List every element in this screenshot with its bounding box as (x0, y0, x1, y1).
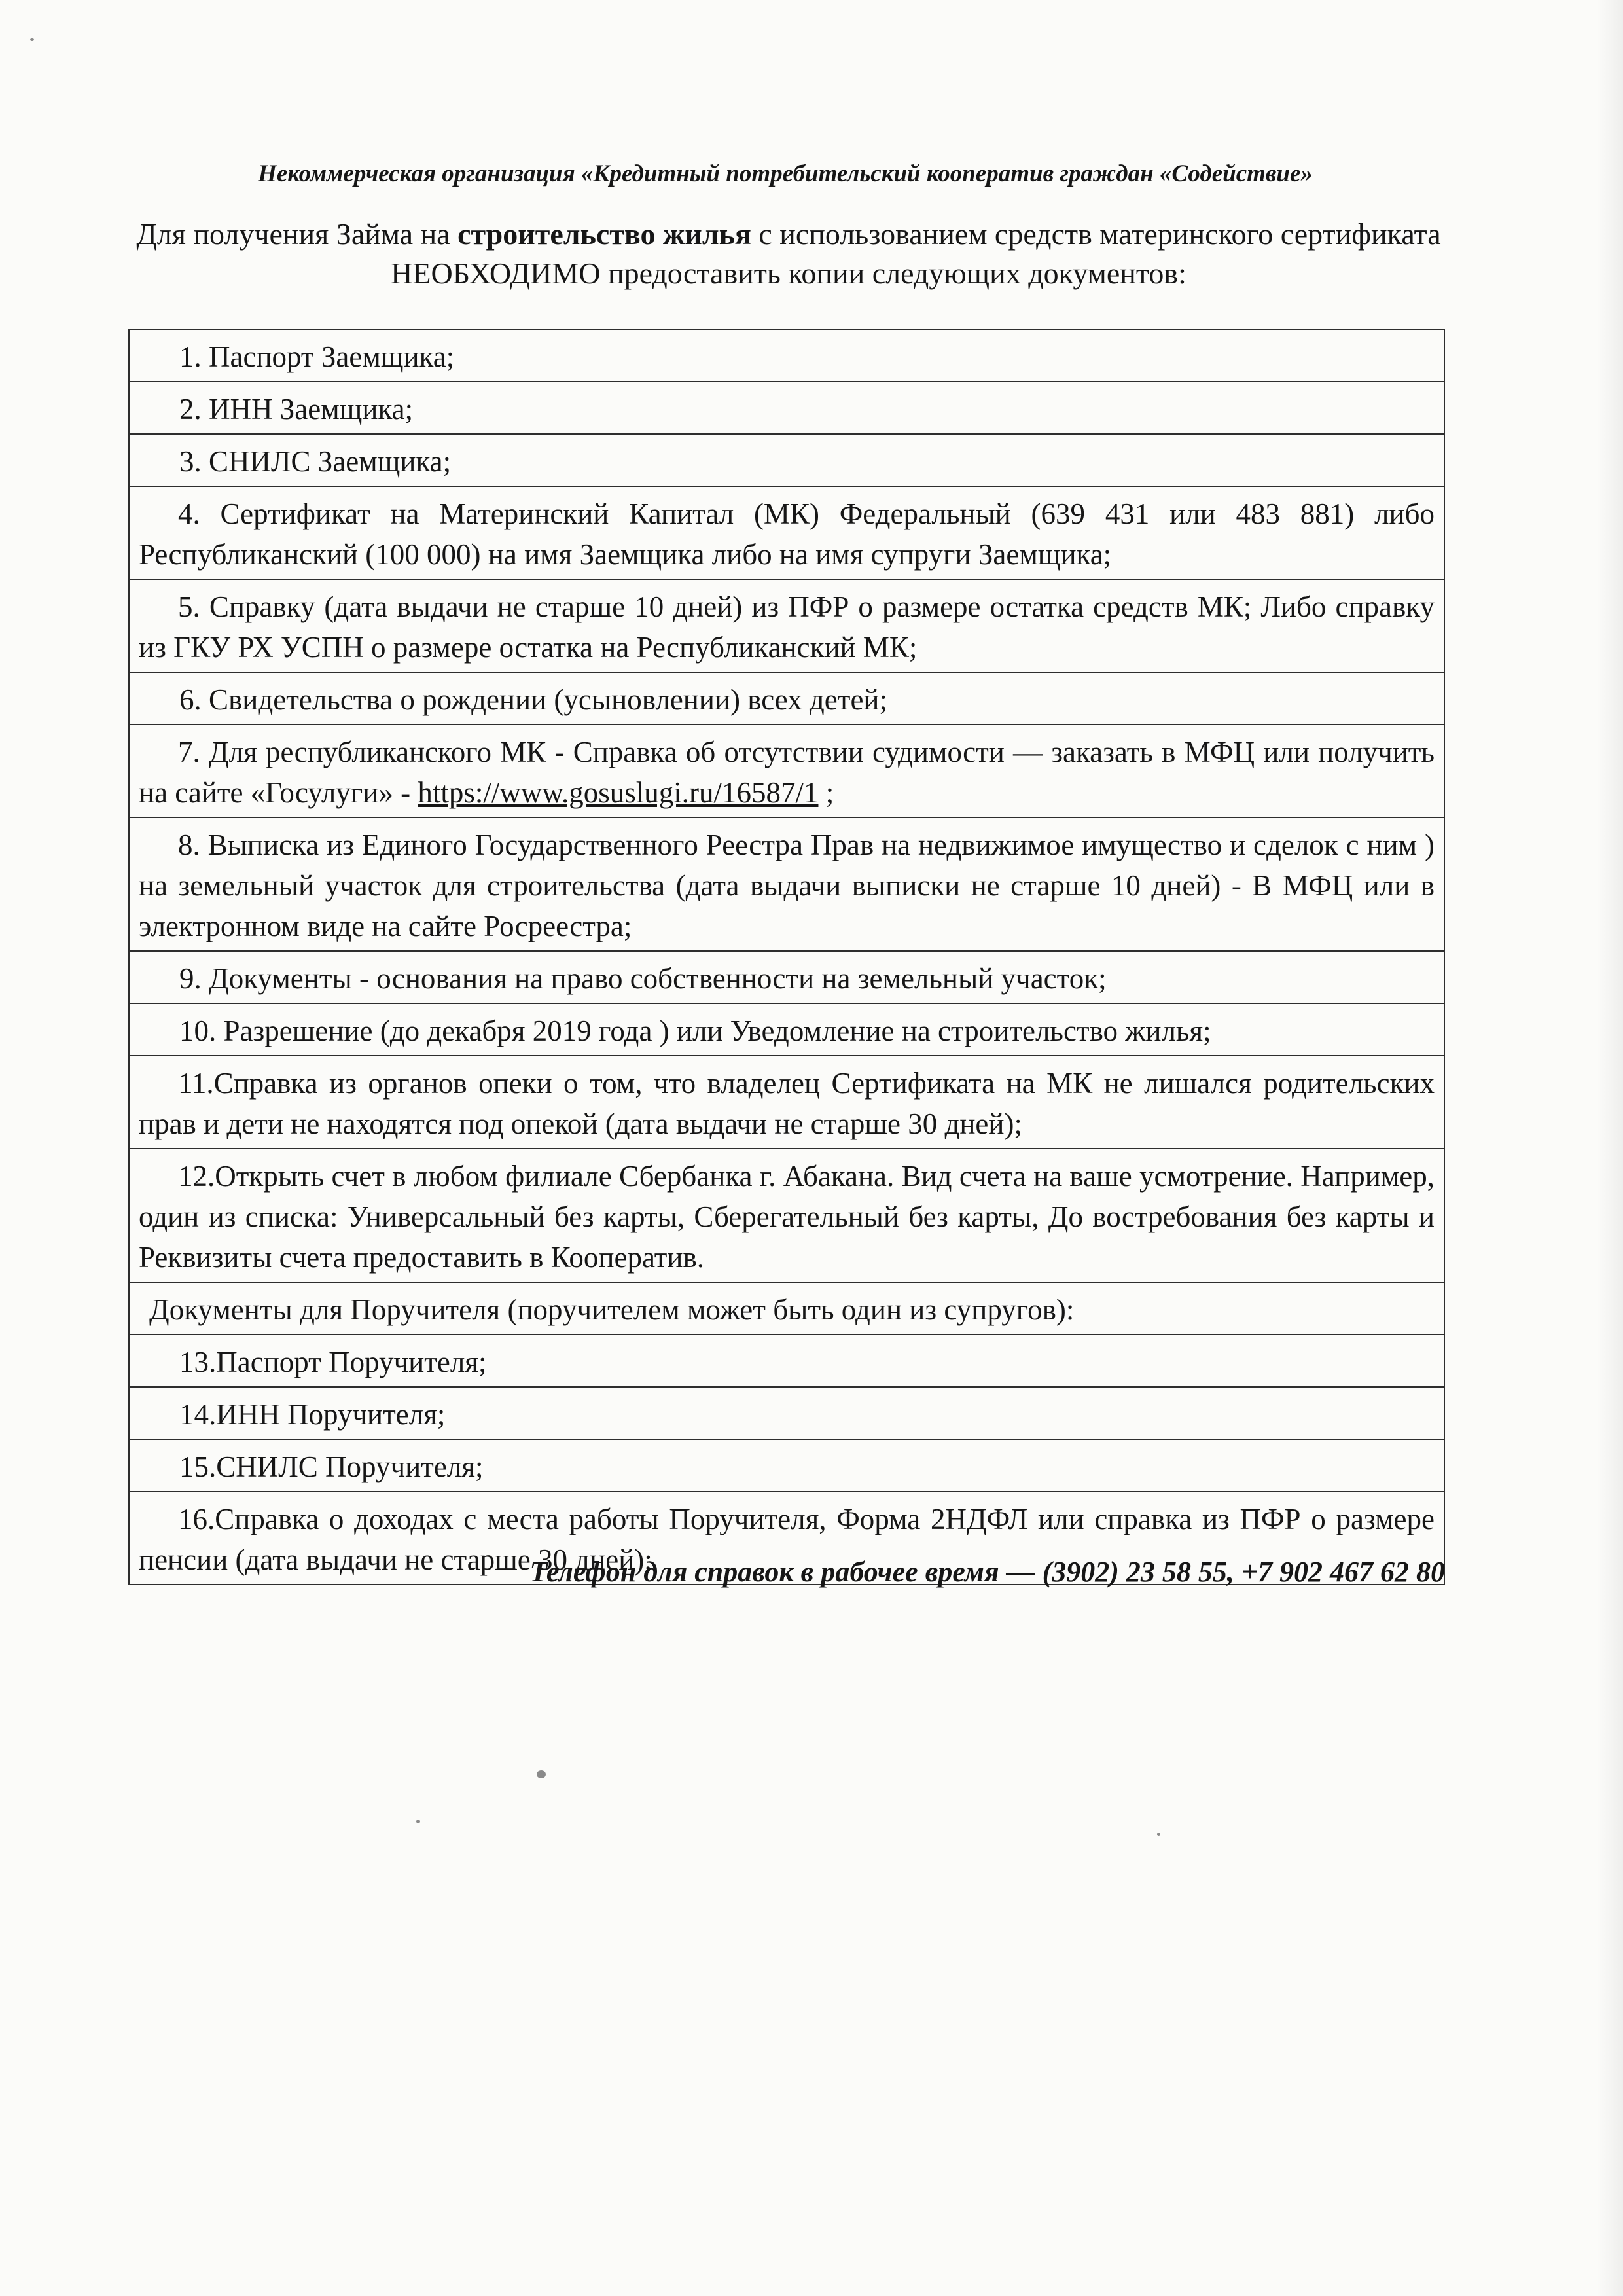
heading-emphasis: строительство жилья (457, 217, 751, 251)
document-item-8: 8. Выписка из Единого Государственного Реестра Прав на недвижимое имущество и сделок с ним ) на земельный участок для строительства (дата выдачи выписки не старше 10 дней) - В МФЦ или в электронном виде на сайте Росреестра; (129, 817, 1444, 951)
guarantor-item-14: 14.ИНН Поручителя; (129, 1387, 1444, 1439)
scan-speck (1157, 1833, 1160, 1836)
table-row (129, 579, 1444, 672)
guarantor-item-16: 16.Справка о доходах с места работы Поручителя, Форма 2НДФЛ или справка из ПФР о размере пенсии (дата выдачи не старше 30 дней); (129, 1492, 1444, 1585)
scan-speck (416, 1820, 420, 1823)
heading-text-start: Для получения Займа на (136, 217, 458, 251)
documents-table (128, 329, 1445, 1585)
guarantor-header: Документы для Поручителя (поручителем может быть один из супругов): (129, 1282, 1444, 1335)
scan-edge-shadow (1597, 0, 1623, 2296)
guarantor-item-13: 13.Паспорт Поручителя; (129, 1335, 1444, 1387)
document-item-2: 2. ИНН Заемщика; (129, 382, 1444, 434)
guarantor-item-15: 15.СНИЛС Поручителя; (129, 1439, 1444, 1492)
table-row (129, 1282, 1444, 1335)
scan-speck (30, 38, 34, 41)
document-item-3: 3. СНИЛС Заемщика; (129, 434, 1444, 486)
document-heading (128, 215, 1450, 293)
document-item-10: 10. Разрешение (до декабря 2019 года ) или Уведомление на строительство жилья; (129, 1003, 1444, 1056)
document-item-9: 9. Документы - основания на право собственности на земельный участок; (129, 951, 1444, 1003)
table-row (129, 951, 1444, 1003)
table-row (129, 1387, 1444, 1439)
table-row (129, 1056, 1444, 1149)
document-item-7 (129, 725, 1444, 817)
document-item-12: 12.Открыть счет в любом филиале Сбербанка г. Абакана. Вид счета на ваше усмотрение. Например, один из списка: Универсальный без карты, Сберегательный без карты, До востребования без карты и Реквизиты счета предоставить в Кооператив. (129, 1149, 1444, 1282)
table-row (129, 329, 1444, 382)
scan-speck (537, 1770, 546, 1778)
table-row (129, 434, 1444, 486)
document-item-4: 4. Сертификат на Материнский Капитал (МК) Федеральный (639 431 или 483 881) либо Республиканский (100 000) на имя Заемщика либо на имя супруги Заемщика; (129, 486, 1444, 579)
phone-line: Телефон для справок в рабочее время — (3902) 23 58 55, +7 902 467 62 80 (529, 1556, 1445, 1588)
document-item-6: 6. Свидетельства о рождении (усыновлении) всех детей; (129, 672, 1444, 725)
table-row (129, 1149, 1444, 1282)
table-row (129, 382, 1444, 434)
document-item-5: 5. Справку (дата выдачи не старше 10 дней) из ПФР о размере остатка средств МК; Либо справку из ГКУ РХ УСПН о размере остатка на Республиканский МК; (129, 579, 1444, 672)
organization-title: Некоммерческая организация «Кредитный потребительский кооператив граждан «Содействие» (258, 160, 1313, 187)
table-row (129, 672, 1444, 725)
table-row (129, 817, 1444, 951)
heading-text-end: с использованием средств материнского сертификата НЕОБХОДИМО предоставить копии следующих документов: (391, 217, 1441, 290)
table-row (129, 1003, 1444, 1056)
document-item-11: 11.Справка из органов опеки о том, что владелец Сертификата на МК не лишался родительских прав и дети не находятся под опекой (дата выдачи не старше 30 дней); (129, 1056, 1444, 1149)
table-row (129, 725, 1444, 817)
gosuslugi-link[interactable]: https://www.gosuslugi.ru/16587/1 (418, 776, 819, 809)
item-7-end: ; (818, 776, 834, 809)
table-row (129, 1439, 1444, 1492)
table-row (129, 486, 1444, 579)
item-7-text: 7. Для республиканского МК - Справка об отсутствии судимости — заказать в МФЦ или получить на сайте «Госулуги» - (139, 736, 1435, 809)
table-row (129, 1335, 1444, 1387)
document-item-1: 1. Паспорт Заемщика; (129, 329, 1444, 382)
